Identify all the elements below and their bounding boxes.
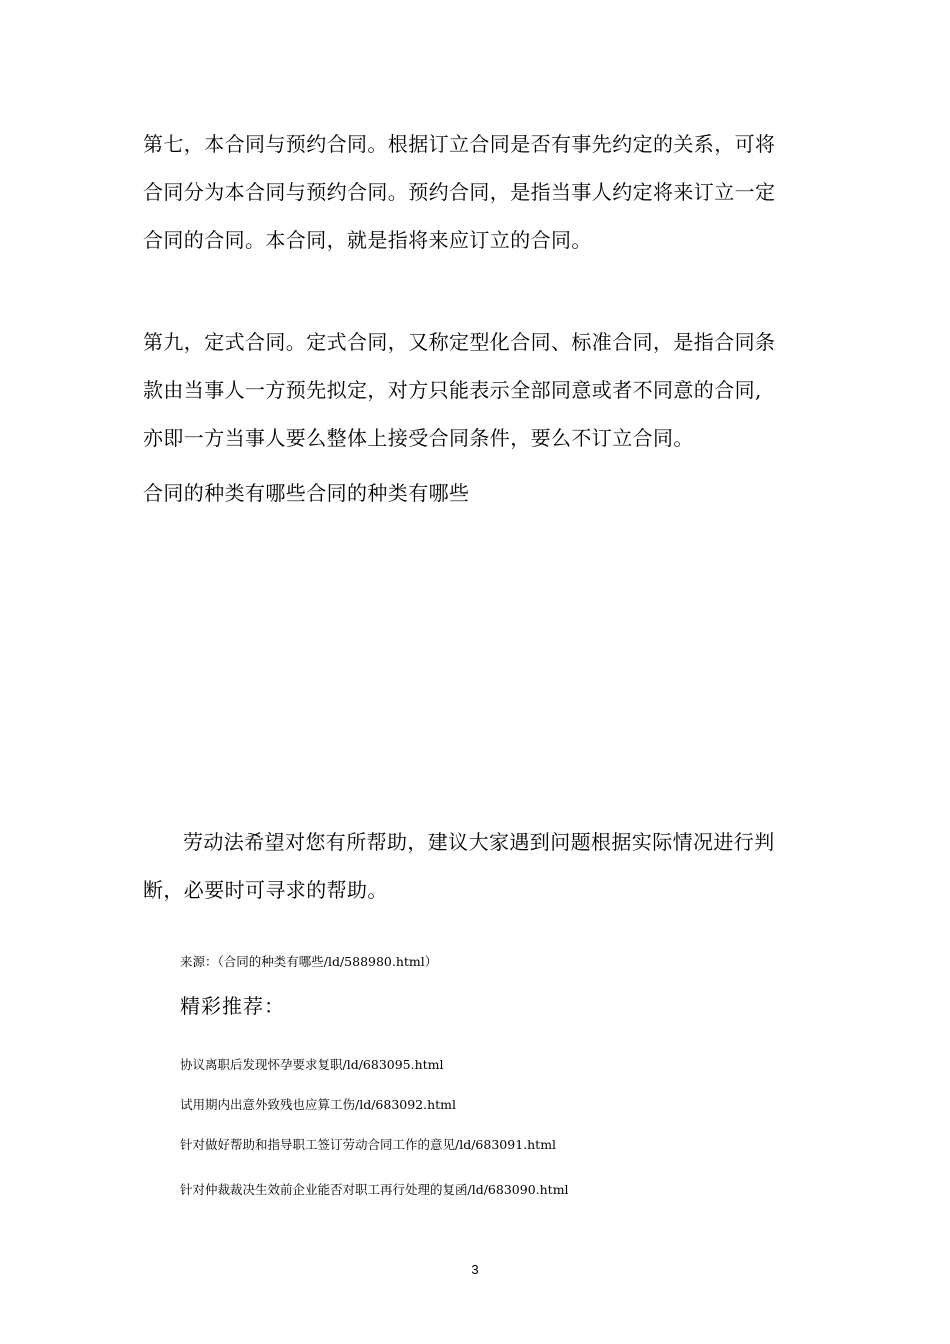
paragraph-contract-types-ninth [143,318,808,462]
paragraph-line: 合同的合同。本合同，就是指将来应订立的合同。 [143,228,592,252]
recommendation-link[interactable]: 针对仲裁裁决生效前企业能否对职工再行处理的复函/ld/683090.html [180,1182,569,1197]
paragraph-line: 亦即一方当事人要么整体上接受合同条件，要么不订立合同。 [143,426,694,450]
paragraph-line: 第七，本合同与预约合同。根据订立合同是否有事先约定的关系，可将 [143,132,776,156]
recommendation-link[interactable]: 协议离职后发现怀孕要求复职/ld/683095.html [180,1057,444,1072]
paragraph-closing-note [143,818,808,914]
paragraph-line: 合同的种类有哪些合同的种类有哪些 [143,481,470,505]
source-link[interactable]: 来源：（合同的种类有哪些/ld/588980.html） [180,954,438,969]
recommendation-link[interactable]: 针对做好帮助和指导职工签订劳动合同工作的意见/ld/683091.html [180,1137,557,1152]
paragraph-line: 断，必要时可寻求的帮助。 [143,878,388,902]
recommendations-list [180,1054,569,1219]
paragraph-line: 合同分为本合同与预约合同。预约合同，是指当事人约定将来订立一定 [143,180,776,204]
paragraph-contract-types-seventh [143,120,808,264]
page-number: 3 [471,1262,479,1277]
paragraph-line: 劳动法希望对您有所帮助，建议大家遇到问题根据实际情况进行判 [183,830,775,854]
paragraph-line: 第九，定式合同。定式合同，又称定型化合同、标准合同，是指合同条 [143,330,776,354]
recommendation-link[interactable]: 试用期内出意外致残也应算工伤/ld/683092.html [180,1097,457,1112]
paragraph-line: 款由当事人一方预先拟定，对方只能表示全部同意或者不同意的合同, [143,378,762,402]
paragraph-heading-repeat [143,476,808,510]
recommendations-title: 精彩推荐： [180,994,285,1018]
